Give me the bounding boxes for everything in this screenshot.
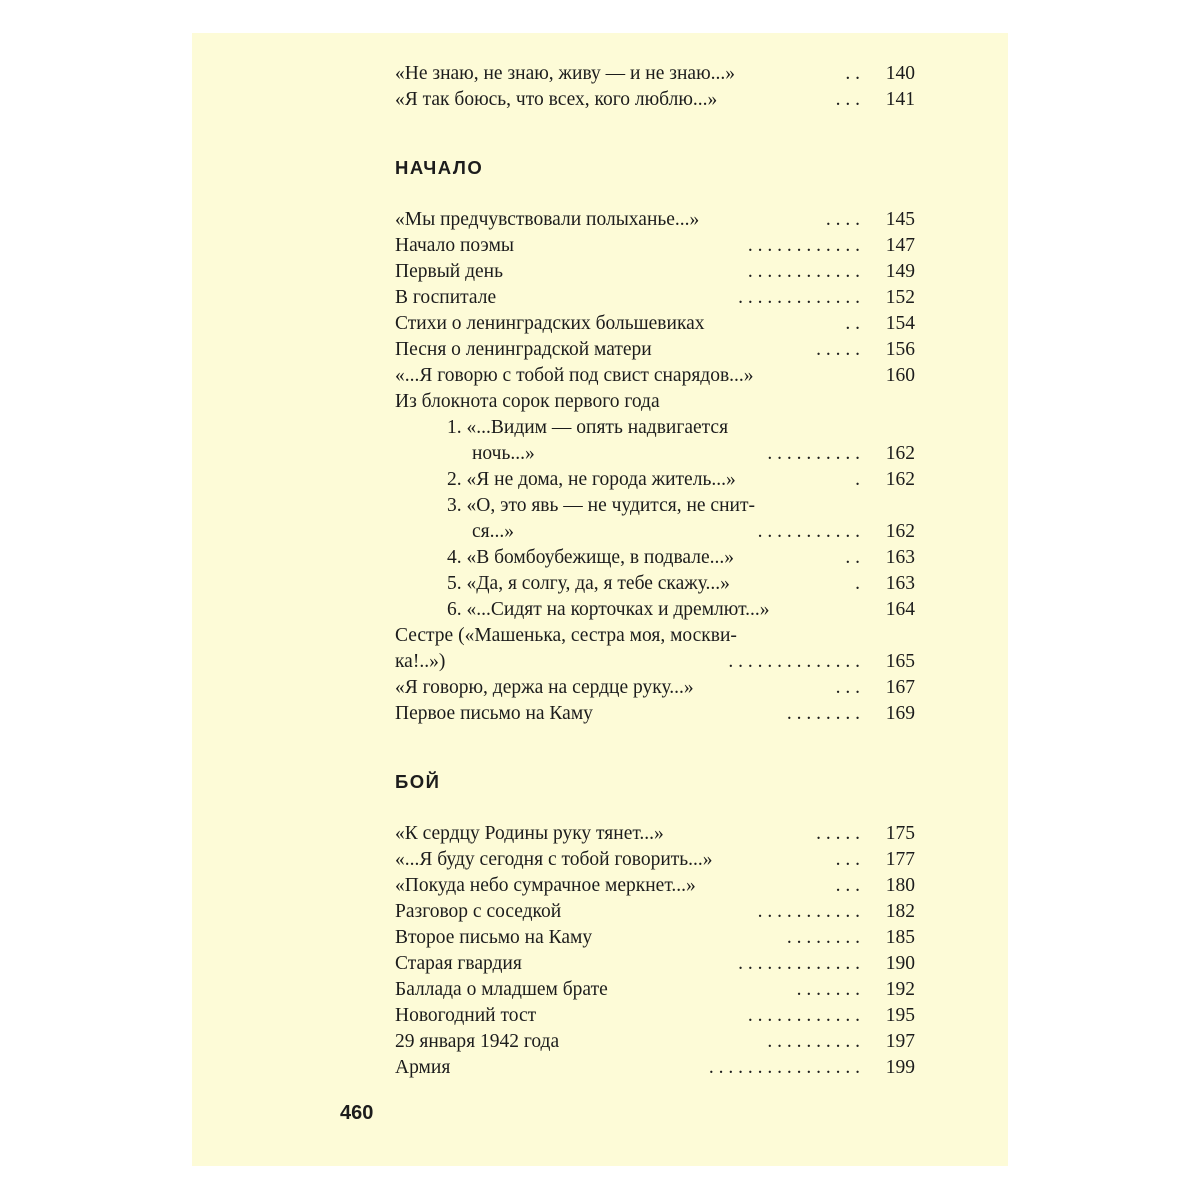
toc-leader-dots: . . . — [835, 849, 860, 870]
toc-entry-title: Армия — [395, 1057, 451, 1078]
toc-entry-page: 182 — [885, 901, 915, 922]
toc-entry-title: ночь...» — [472, 443, 535, 464]
toc-entry-page: 190 — [885, 953, 915, 974]
toc-leader-dots: . . — [845, 313, 860, 334]
toc-entry — [395, 285, 915, 311]
toc-entry-title: ся...» — [472, 521, 514, 542]
toc-leader-dots: . . . . . . . . . . . — [757, 901, 860, 922]
toc-entry — [395, 233, 915, 259]
book-page — [192, 33, 1008, 1166]
toc-entry-title: Начало поэмы — [395, 235, 515, 256]
toc-leader-dots: . . . . . — [816, 339, 860, 360]
toc-entry — [395, 389, 915, 415]
section-heading: НАЧАЛО — [395, 157, 484, 178]
toc-entry — [395, 207, 915, 233]
toc-entry — [395, 847, 915, 873]
toc-entry — [395, 545, 915, 571]
toc-entry — [395, 311, 915, 337]
table-of-contents — [395, 61, 915, 1081]
toc-entry-title: Второе письмо на Каму — [395, 927, 593, 948]
toc-entry-page: 147 — [885, 235, 915, 256]
toc-entry — [395, 821, 915, 847]
toc-entry — [395, 87, 915, 113]
toc-leader-dots: . . . . . . . . . . . . . . . . — [708, 1057, 860, 1078]
toc-leader-dots: . . — [845, 547, 860, 568]
toc-entry — [395, 493, 915, 519]
toc-entry-page: 141 — [885, 89, 915, 110]
toc-entry-title: «Я так боюсь, что всех, кого люблю...» — [395, 89, 718, 110]
toc-leader-dots: . . . . . . . . . . . . — [747, 235, 860, 256]
toc-leader-dots: . . . . — [825, 209, 860, 230]
toc-entry — [395, 899, 915, 925]
toc-entry-title: 1. «...Видим — опять надвигается — [447, 417, 729, 438]
toc-entry-title: Первое письмо на Каму — [395, 703, 593, 724]
toc-leader-dots: . . — [845, 63, 860, 84]
toc-leader-dots: . . . . . . . . . . . . . — [738, 953, 860, 974]
toc-entry-page: 167 — [885, 677, 915, 698]
toc-entry-title: «Не знаю, не знаю, живу — и не знаю...» — [395, 63, 736, 84]
toc-entry-page: 145 — [885, 209, 915, 230]
toc-leader-dots: . . . — [835, 875, 860, 896]
toc-entry-title: 5. «Да, я солгу, да, я тебе скажу...» — [447, 573, 730, 594]
toc-entry — [395, 467, 915, 493]
toc-entry-title: 6. «...Сидят на корточках и дремлют...» — [447, 599, 770, 620]
toc-entry — [395, 649, 915, 675]
toc-entry-title: «Мы предчувствовали полыханье...» — [395, 209, 700, 230]
toc-leader-dots: . . . . . . . . . . — [767, 1031, 860, 1052]
toc-entry-title: Песня о ленинградской матери — [395, 339, 652, 360]
toc-entry — [395, 337, 915, 363]
toc-leader-dots: . . . — [835, 677, 860, 698]
toc-entry — [395, 675, 915, 701]
toc-leader-dots: . . . . . . . . . . . . . — [738, 287, 860, 308]
toc-entry-page: 162 — [885, 521, 915, 542]
toc-entry-page: 156 — [885, 339, 915, 360]
toc-entry-page: 149 — [885, 261, 915, 282]
toc-entry-page: 165 — [885, 651, 915, 672]
toc-entry-page: 192 — [885, 979, 915, 1000]
toc-entry-page: 169 — [885, 703, 915, 724]
section-heading: БОЙ — [395, 771, 441, 792]
toc-entry-page: 175 — [885, 823, 915, 844]
toc-entry-title: 29 января 1942 года — [395, 1031, 560, 1052]
toc-leader-dots: . . . . . . . . . . . . — [747, 1005, 860, 1026]
toc-leader-dots: . . . . . . . . . . — [767, 443, 860, 464]
toc-entry — [395, 1003, 915, 1029]
toc-entry-title: 2. «Я не дома, не города житель...» — [447, 469, 736, 490]
toc-entry-title: Баллада о младшем брате — [395, 979, 608, 1000]
toc-entry-title: Разговор с соседкой — [395, 901, 562, 922]
toc-leader-dots: . — [855, 469, 860, 490]
toc-entry — [395, 363, 915, 389]
toc-entry-title: 4. «В бомбоубежище, в подвале...» — [447, 547, 735, 568]
toc-entry — [395, 1029, 915, 1055]
toc-leader-dots: . . . — [835, 89, 860, 110]
toc-leader-dots: . . . . . . . . . . . — [757, 521, 860, 542]
toc-entry — [395, 873, 915, 899]
toc-leader-dots: . . . . . . . . . . . . . . — [728, 651, 860, 672]
toc-entry-title: Старая гвардия — [395, 953, 522, 974]
toc-entry — [395, 701, 915, 727]
toc-entry-title: В госпитале — [395, 287, 497, 308]
toc-entry-page: 197 — [885, 1031, 915, 1052]
toc-entry-page: 162 — [885, 443, 915, 464]
toc-entry — [395, 415, 915, 441]
toc-entry-title: «...Я говорю с тобой под свист снарядов...» — [395, 365, 754, 386]
toc-entry-title: Стихи о ленинградских большевиках — [395, 313, 705, 334]
toc-entry-title: ка!..») — [395, 651, 446, 672]
toc-entry-page: 164 — [885, 599, 915, 620]
toc-entry-title: Сестре («Машенька, сестра моя, москви- — [395, 625, 737, 646]
toc-entry — [395, 259, 915, 285]
toc-entry-page: 180 — [885, 875, 915, 896]
toc-leader-dots: . . . . . — [816, 823, 860, 844]
page-number: 460 — [340, 1102, 374, 1124]
toc-entry-page: 177 — [885, 849, 915, 870]
toc-leader-dots: . . . . . . . . — [786, 703, 860, 724]
toc-entry-title: Новогодний тост — [395, 1005, 537, 1026]
toc-entry-title: «Я говорю, держа на сердце руку...» — [395, 677, 694, 698]
toc-entry — [395, 519, 915, 545]
toc-entry — [395, 61, 915, 87]
toc-entry — [395, 1055, 915, 1081]
toc-entry — [395, 925, 915, 951]
toc-leader-dots: . — [855, 573, 860, 594]
toc-entry — [395, 571, 915, 597]
toc-entry-page: 163 — [885, 573, 915, 594]
toc-entry-title: «...Я буду сегодня с тобой говорить...» — [395, 849, 713, 870]
toc-leader-dots: . . . . . . . . — [786, 927, 860, 948]
toc-entry-title: «К сердцу Родины руку тянет...» — [395, 823, 664, 844]
toc-entry-page: 162 — [885, 469, 915, 490]
toc-entry — [395, 623, 915, 649]
toc-entry-page: 160 — [885, 365, 915, 386]
toc-entry-page: 152 — [885, 287, 915, 308]
toc-entry-title: 3. «О, это явь — не чудится, не снит- — [447, 495, 755, 516]
toc-entry-page: 154 — [885, 313, 915, 334]
toc-entry-page: 140 — [885, 63, 915, 84]
toc-entry-title: Первый день — [395, 261, 504, 282]
toc-entry — [395, 951, 915, 977]
toc-leader-dots: . . . . . . . . . . . . — [747, 261, 860, 282]
toc-entry-title: «Покуда небо сумрачное меркнет...» — [395, 875, 696, 896]
toc-leader-dots: . . . . . . . — [796, 979, 860, 1000]
toc-entry-page: 185 — [885, 927, 915, 948]
toc-entry-page: 163 — [885, 547, 915, 568]
toc-entry-page: 195 — [885, 1005, 915, 1026]
toc-entry — [395, 441, 915, 467]
toc-entry — [395, 977, 915, 1003]
toc-entry-page: 199 — [885, 1057, 915, 1078]
toc-entry — [395, 597, 915, 623]
toc-entry-title: Из блокнота сорок первого года — [395, 391, 660, 412]
